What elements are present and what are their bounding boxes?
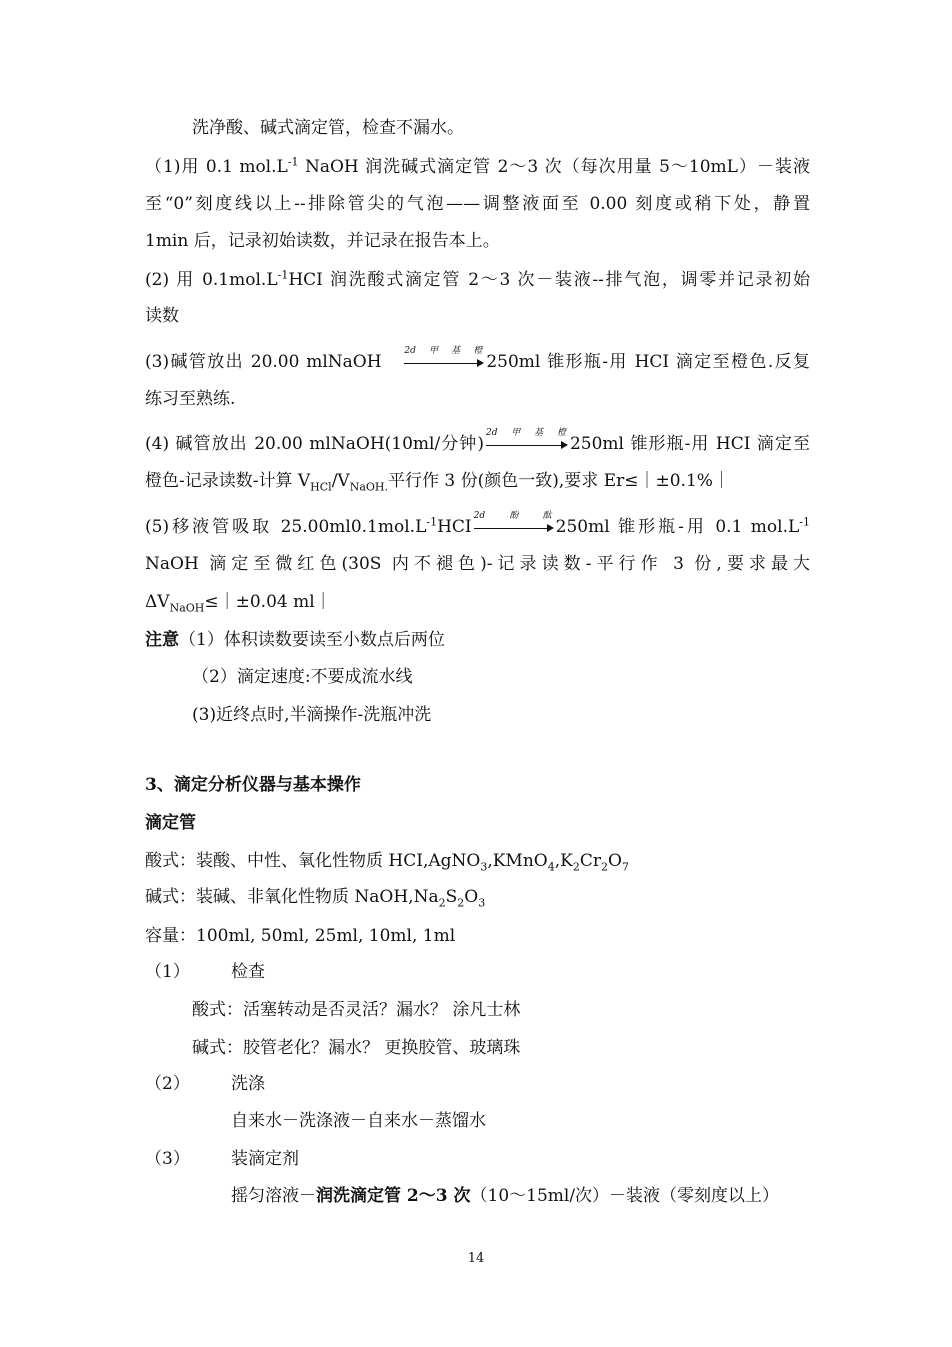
capacity-line: 容量：100ml, 50ml, 25ml, 10ml, 1ml [145,926,456,946]
step1-line3: 1min 后，记录初始读数，并记录在报告本上。 [145,231,500,251]
step5-line1: (5)移液管吸取 $25.00ml0.1mol.L^{-1}HCI$ 2d酚酞 250ml 锥形瓶-用 0.1 $mol.L^{-1}$ [145,510,811,537]
step5-line2: NaOH 滴定至微红色(30S 内不褪色)-记录读数-平行作 3 份,要求最大 [145,554,810,574]
step1-line2: 至“0”刻度线以上--排除管尖的气泡——调整液面至 0.00 刻度或稍下处，静置 [145,194,810,214]
step2-line1: (2) 用 $0.1mol.L^{-1}HCI$ 润洗酸式滴定管 2～3 次－装液--排气泡，调零并记录初始 [145,268,810,290]
load-num: （3） [145,1149,190,1169]
notes-line1: 注意（1）体积读数要读至小数点后两位 [145,630,445,650]
check-title: 检查 [231,962,265,982]
reaction-arrow: 2d酚酞 [474,517,552,539]
step1-line1: （1)用 0.1 $mol.L^{-1}$ NaOH 润洗碱式滴定管 2～3 次（每次用量 5～10mL）－装液 [145,155,810,177]
notes-line3: (3)近终点时,半滴操作-洗瓶冲洗 [192,705,432,725]
load-text: 摇匀溶液－润洗滴定管 2～3 次（10～15ml/次）－装液（零刻度以上） [231,1186,780,1206]
intro-line: 洗净酸、碱式滴定管，检查不漏水。 [192,118,464,138]
wash-title: 洗涤 [231,1074,265,1094]
base-burette-line: 碱式：装碱、非氧化性物质 $NaOH,Na_2S_2O_3$ [145,887,486,910]
page-number: 14 [467,1251,485,1266]
check-num: （1） [145,962,190,982]
step4-line1: (4) 碱管放出 20.00 mlNaOH(10ml/分钟) 2d甲基橙 250ml 锥形瓶-用 HCI 滴定至 [145,427,810,454]
section-subtitle: 滴定管 [145,813,196,833]
section-title: 3、滴定分析仪器与基本操作 [145,775,361,795]
reaction-arrow: 2d甲基橙 [404,352,482,374]
wash-text: 自来水－洗涤液－自来水－蒸馏水 [231,1111,486,1131]
step4-line2: 橙色-记录读数-计算 $V_{HCl}/V_{NaOH.}$平行作 3 份(颜色一致),要求 Er≤｜±0.1%｜ [145,471,730,494]
acid-burette-line: 酸式：装酸、中性、氧化性物质 $HCI,AgNO_3,KMnO_4,K_2Cr_2O_7$ [145,851,629,874]
check-acid: 酸式：活塞转动是否灵活？漏水？ 涂凡士林 [192,1000,521,1020]
reaction-arrow: 2d甲基橙 [486,434,566,456]
check-base: 碱式：胶管老化？漏水？ 更换胶管、玻璃珠 [192,1038,521,1058]
step3-line2: 练习至熟练. [145,389,236,409]
step3-line1: (3)碱管放出 20.00 mlNaOH 2d甲基橙 250ml 锥形瓶-用 HCI 滴定至橙色.反复 [145,345,810,372]
load-title: 装滴定剂 [231,1149,299,1169]
wash-num: （2） [145,1074,190,1094]
step2-line2: 读数 [145,306,179,326]
notes-line2: （2）滴定速度:不要成流水线 [192,667,413,687]
step5-line3: $\Delta V_{NaOH}\le|\pm 0.04$ ml｜ [145,592,332,615]
